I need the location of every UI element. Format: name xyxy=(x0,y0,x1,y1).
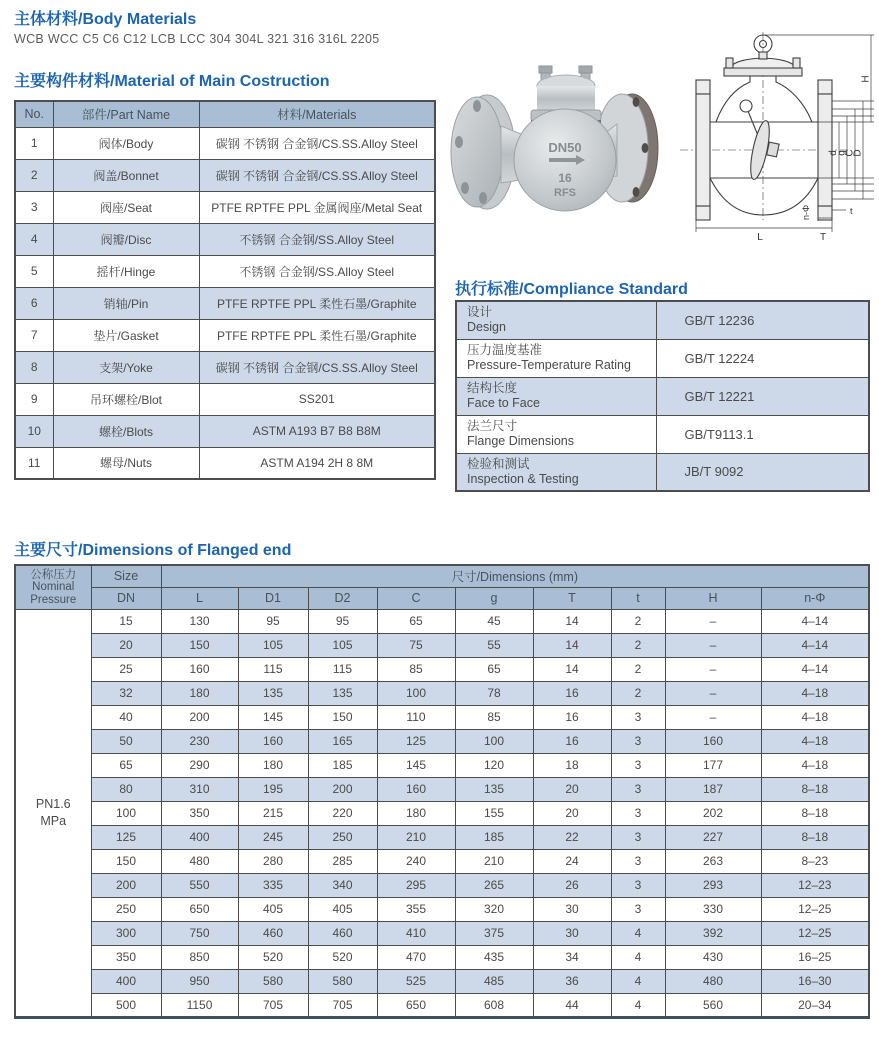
parts-table-row xyxy=(15,287,435,319)
n-phi-value: 8–18 xyxy=(761,801,869,825)
g-value: 65 xyxy=(455,657,533,681)
t-value: 2 xyxy=(611,681,665,705)
H-value: 202 xyxy=(665,801,761,825)
g-value: 375 xyxy=(455,921,533,945)
C-value: 145 xyxy=(377,753,455,777)
C-value: 110 xyxy=(377,705,455,729)
T-value: 22 xyxy=(533,825,611,849)
svg-text:RFS: RFS xyxy=(554,187,576,199)
dimensions-table-row xyxy=(15,897,869,921)
H-value: 177 xyxy=(665,753,761,777)
dn-value: 200 xyxy=(91,873,161,897)
parts-col-material: 材料/Materials xyxy=(199,101,435,127)
parts-table-row xyxy=(15,383,435,415)
dim-col-C: C xyxy=(377,587,455,609)
D1-value: 580 xyxy=(238,969,308,993)
D1-value: 195 xyxy=(238,777,308,801)
section-title-dimensions: 主要尺寸/Dimensions of Flanged end xyxy=(14,542,292,559)
D2-value: 185 xyxy=(308,753,377,777)
C-value: 85 xyxy=(377,657,455,681)
part-name: 阀瓣/Disc xyxy=(53,223,199,255)
parts-table-row xyxy=(15,351,435,383)
part-no: 4 xyxy=(15,223,53,255)
C-value: 125 xyxy=(377,729,455,753)
parts-table-row xyxy=(15,415,435,447)
parts-col-name: 部件/Part Name xyxy=(53,101,199,127)
dimensions-table-row xyxy=(15,825,869,849)
svg-text:C: C xyxy=(844,149,856,157)
g-value: 85 xyxy=(455,705,533,729)
T-value: 16 xyxy=(533,705,611,729)
L-value: 150 xyxy=(161,633,238,657)
n-phi-value: 4–18 xyxy=(761,705,869,729)
dimensions-table-row xyxy=(15,777,869,801)
dimensions-table-row xyxy=(15,681,869,705)
svg-text:16: 16 xyxy=(558,171,572,185)
L-value: 550 xyxy=(161,873,238,897)
compliance-table-row xyxy=(456,415,869,453)
dimensions-table-row xyxy=(15,969,869,993)
dn-value: 50 xyxy=(91,729,161,753)
dn-value: 350 xyxy=(91,945,161,969)
g-value: 45 xyxy=(455,609,533,633)
dimensions-table-row xyxy=(15,633,869,657)
n-phi-value: 4–14 xyxy=(761,657,869,681)
t-value: 3 xyxy=(611,897,665,921)
g-value: 120 xyxy=(455,753,533,777)
L-value: 350 xyxy=(161,801,238,825)
drawing-body-top xyxy=(716,76,812,122)
dimensions-table-row xyxy=(15,993,869,1017)
dim-col-dimensions-group: 尺寸/Dimensions (mm) xyxy=(161,565,869,587)
H-value: – xyxy=(665,657,761,681)
compliance-standard-value: GB/T 12224 xyxy=(656,339,869,377)
compliance-table-row xyxy=(456,301,869,339)
dn-value: 100 xyxy=(91,801,161,825)
svg-text:g: g xyxy=(836,150,848,156)
part-material: 碳钢 不锈钢 合金钢/CS.SS.Alloy Steel xyxy=(199,351,435,383)
H-value: 293 xyxy=(665,873,761,897)
H-value: – xyxy=(665,609,761,633)
D1-value: 245 xyxy=(238,825,308,849)
L-value: 650 xyxy=(161,897,238,921)
g-value: 135 xyxy=(455,777,533,801)
svg-text:n-Φ: n-Φ xyxy=(801,204,811,220)
dim-col-D1: D1 xyxy=(238,587,308,609)
T-value: 14 xyxy=(533,633,611,657)
t-value: 4 xyxy=(611,945,665,969)
t-value: 3 xyxy=(611,729,665,753)
dn-value: 40 xyxy=(91,705,161,729)
dn-value: 250 xyxy=(91,897,161,921)
parts-table-row xyxy=(15,319,435,351)
D1-value: 160 xyxy=(238,729,308,753)
part-no: 6 xyxy=(15,287,53,319)
D2-value: 115 xyxy=(308,657,377,681)
compliance-item-name: 结构长度 Face to Face xyxy=(456,377,656,415)
L-value: 1150 xyxy=(161,993,238,1017)
D2-value: 705 xyxy=(308,993,377,1017)
C-value: 210 xyxy=(377,825,455,849)
parts-table-row xyxy=(15,159,435,191)
n-phi-value: 8–18 xyxy=(761,825,869,849)
C-value: 295 xyxy=(377,873,455,897)
H-value: – xyxy=(665,681,761,705)
valve-dimension-drawing xyxy=(650,22,876,243)
D1-value: 135 xyxy=(238,681,308,705)
g-value: 78 xyxy=(455,681,533,705)
t-value: 3 xyxy=(611,849,665,873)
compliance-table-row xyxy=(456,339,869,377)
part-no: 1 xyxy=(15,127,53,159)
D2-value: 135 xyxy=(308,681,377,705)
t-value: 3 xyxy=(611,825,665,849)
part-name: 销轴/Pin xyxy=(53,287,199,319)
H-value: 330 xyxy=(665,897,761,921)
t-value: 3 xyxy=(611,873,665,897)
drawing-bonnet xyxy=(724,58,802,76)
part-material: PTFE RPTFE PPL 柔性石墨/Graphite xyxy=(199,287,435,319)
dimensions-table-row xyxy=(15,945,869,969)
dim-col-nominal-pressure: 公称压力 Nominal Pressure xyxy=(15,565,91,609)
part-no: 11 xyxy=(15,447,53,479)
H-value: 392 xyxy=(665,921,761,945)
D2-value: 200 xyxy=(308,777,377,801)
parts-table-row xyxy=(15,255,435,287)
D1-value: 280 xyxy=(238,849,308,873)
C-value: 180 xyxy=(377,801,455,825)
dn-value: 300 xyxy=(91,921,161,945)
D1-value: 115 xyxy=(238,657,308,681)
dn-value: 15 xyxy=(91,609,161,633)
nominal-pressure-value: PN1.6 MPa xyxy=(15,609,91,1017)
compliance-standard-value: GB/T9113.1 xyxy=(656,415,869,453)
part-name: 支架/Yoke xyxy=(53,351,199,383)
svg-text:D: D xyxy=(852,149,864,157)
L-value: 480 xyxy=(161,849,238,873)
dimensions-table-row xyxy=(15,801,869,825)
D2-value: 250 xyxy=(308,825,377,849)
compliance-table-row xyxy=(456,453,869,491)
part-material: PTFE RPTFE PPL 柔性石墨/Graphite xyxy=(199,319,435,351)
C-value: 240 xyxy=(377,849,455,873)
dimensions-table-row xyxy=(15,609,869,633)
dim-col-g: g xyxy=(455,587,533,609)
D2-value: 105 xyxy=(308,633,377,657)
T-value: 26 xyxy=(533,873,611,897)
T-value: 14 xyxy=(533,609,611,633)
D2-value: 285 xyxy=(308,849,377,873)
H-value: 560 xyxy=(665,993,761,1017)
n-phi-value: 12–25 xyxy=(761,897,869,921)
t-value: 4 xyxy=(611,969,665,993)
dim-col-dn: DN xyxy=(91,587,161,609)
compliance-standard-value: JB/T 9092 xyxy=(656,453,869,491)
g-value: 608 xyxy=(455,993,533,1017)
section-title-compliance: 执行标准/Compliance Standard xyxy=(455,281,688,298)
D2-value: 460 xyxy=(308,921,377,945)
t-value: 3 xyxy=(611,753,665,777)
compliance-table-row xyxy=(456,377,869,415)
part-no: 8 xyxy=(15,351,53,383)
parts-table-row xyxy=(15,127,435,159)
svg-text:H: H xyxy=(860,75,872,83)
D2-value: 150 xyxy=(308,705,377,729)
t-value: 3 xyxy=(611,777,665,801)
dimension-labels xyxy=(757,75,871,243)
part-name: 阀体/Body xyxy=(53,127,199,159)
t-value: 3 xyxy=(611,801,665,825)
D1-value: 215 xyxy=(238,801,308,825)
part-name: 螺栓/Blots xyxy=(53,415,199,447)
D2-value: 340 xyxy=(308,873,377,897)
dimensions-table-row xyxy=(15,657,869,681)
D2-value: 520 xyxy=(308,945,377,969)
compliance-item-name: 压力温度基准 Pressure-Temperature Rating xyxy=(456,339,656,377)
dimensions-table xyxy=(14,564,870,1019)
dim-col-H: H xyxy=(665,587,761,609)
g-value: 55 xyxy=(455,633,533,657)
dim-col-L: L xyxy=(161,587,238,609)
C-value: 410 xyxy=(377,921,455,945)
H-value: 227 xyxy=(665,825,761,849)
part-no: 3 xyxy=(15,191,53,223)
part-name: 阀座/Seat xyxy=(53,191,199,223)
t-value: 4 xyxy=(611,921,665,945)
C-value: 650 xyxy=(377,993,455,1017)
T-value: 16 xyxy=(533,681,611,705)
dn-value: 150 xyxy=(91,849,161,873)
part-name: 摇杆/Hinge xyxy=(53,255,199,287)
part-material: PTFE RPTFE PPL 金属阀座/Metal Seat xyxy=(199,191,435,223)
H-value: 187 xyxy=(665,777,761,801)
L-value: 400 xyxy=(161,825,238,849)
n-phi-value: 12–25 xyxy=(761,921,869,945)
C-value: 525 xyxy=(377,969,455,993)
D2-value: 95 xyxy=(308,609,377,633)
C-value: 355 xyxy=(377,897,455,921)
L-value: 180 xyxy=(161,681,238,705)
H-value: 480 xyxy=(665,969,761,993)
parts-material-table xyxy=(14,100,436,480)
part-no: 7 xyxy=(15,319,53,351)
svg-text:T: T xyxy=(819,232,827,243)
C-value: 160 xyxy=(377,777,455,801)
t-value: 4 xyxy=(611,993,665,1017)
L-value: 310 xyxy=(161,777,238,801)
part-material: ASTM A193 B7 B8 B8M xyxy=(199,415,435,447)
dim-header-row-2 xyxy=(15,587,869,609)
dimensions-table-row xyxy=(15,873,869,897)
H-value: – xyxy=(665,633,761,657)
part-name: 阀盖/Bonnet xyxy=(53,159,199,191)
T-value: 14 xyxy=(533,657,611,681)
T-value: 20 xyxy=(533,801,611,825)
L-value: 130 xyxy=(161,609,238,633)
H-value: 430 xyxy=(665,945,761,969)
dimensions-table-row xyxy=(15,753,869,777)
L-value: 230 xyxy=(161,729,238,753)
parts-col-no: No. xyxy=(15,101,53,127)
g-value: 435 xyxy=(455,945,533,969)
dimensions-table-row xyxy=(15,705,869,729)
L-value: 290 xyxy=(161,753,238,777)
t-value: 2 xyxy=(611,633,665,657)
D2-value: 580 xyxy=(308,969,377,993)
n-phi-value: 20–34 xyxy=(761,993,869,1017)
L-value: 850 xyxy=(161,945,238,969)
T-value: 30 xyxy=(533,921,611,945)
dn-value: 32 xyxy=(91,681,161,705)
dim-col-D2: D2 xyxy=(308,587,377,609)
n-phi-value: 4–18 xyxy=(761,753,869,777)
n-phi-value: 4–14 xyxy=(761,633,869,657)
t-value: 3 xyxy=(611,705,665,729)
dn-value: 20 xyxy=(91,633,161,657)
part-material: 碳钢 不锈钢 合金钢/CS.SS.Alloy Steel xyxy=(199,127,435,159)
part-no: 2 xyxy=(15,159,53,191)
part-material: ASTM A194 2H 8 8M xyxy=(199,447,435,479)
part-material: 不锈钢 合金钢/SS.Alloy Steel xyxy=(199,223,435,255)
compliance-item-name: 设计 Design xyxy=(456,301,656,339)
g-value: 100 xyxy=(455,729,533,753)
dn-value: 25 xyxy=(91,657,161,681)
C-value: 65 xyxy=(377,609,455,633)
section-title-main-construction: 主要构件材料/Material of Main Costruction xyxy=(14,73,330,90)
D1-value: 105 xyxy=(238,633,308,657)
dim-col-T: T xyxy=(533,587,611,609)
g-value: 185 xyxy=(455,825,533,849)
t-value: 2 xyxy=(611,657,665,681)
compliance-item-name: 检验和测试 Inspection & Testing xyxy=(456,453,656,491)
T-value: 30 xyxy=(533,897,611,921)
svg-text:DN50: DN50 xyxy=(548,140,582,155)
dn-value: 125 xyxy=(91,825,161,849)
g-value: 155 xyxy=(455,801,533,825)
t-value: 2 xyxy=(611,609,665,633)
C-value: 75 xyxy=(377,633,455,657)
g-value: 265 xyxy=(455,873,533,897)
dimensions-table-row xyxy=(15,729,869,753)
part-name: 垫片/Gasket xyxy=(53,319,199,351)
dn-value: 80 xyxy=(91,777,161,801)
D1-value: 145 xyxy=(238,705,308,729)
L-value: 200 xyxy=(161,705,238,729)
T-value: 34 xyxy=(533,945,611,969)
T-value: 36 xyxy=(533,969,611,993)
H-value: – xyxy=(665,705,761,729)
parts-header-row xyxy=(15,101,435,127)
n-phi-value: 8–23 xyxy=(761,849,869,873)
part-material: 碳钢 不锈钢 合金钢/CS.SS.Alloy Steel xyxy=(199,159,435,191)
T-value: 20 xyxy=(533,777,611,801)
part-name: 螺母/Nuts xyxy=(53,447,199,479)
dimensions-table-row xyxy=(15,921,869,945)
section-title-body-materials: 主体材料/Body Materials xyxy=(14,11,197,28)
L-value: 950 xyxy=(161,969,238,993)
L-value: 750 xyxy=(161,921,238,945)
D1-value: 460 xyxy=(238,921,308,945)
compliance-table xyxy=(455,300,870,492)
n-phi-value: 16–25 xyxy=(761,945,869,969)
dn-value: 65 xyxy=(91,753,161,777)
svg-text:d: d xyxy=(828,150,839,156)
part-no: 5 xyxy=(15,255,53,287)
g-value: 485 xyxy=(455,969,533,993)
svg-text:t: t xyxy=(850,206,853,216)
n-phi-value: 4–18 xyxy=(761,681,869,705)
compliance-item-name: 法兰尺寸 Flange Dimensions xyxy=(456,415,656,453)
compliance-standard-value: GB/T 12221 xyxy=(656,377,869,415)
D1-value: 95 xyxy=(238,609,308,633)
C-value: 100 xyxy=(377,681,455,705)
H-value: 263 xyxy=(665,849,761,873)
dim-col-n-phi: n-Φ xyxy=(761,587,869,609)
part-no: 9 xyxy=(15,383,53,415)
part-material: SS201 xyxy=(199,383,435,415)
T-value: 44 xyxy=(533,993,611,1017)
T-value: 18 xyxy=(533,753,611,777)
D1-value: 520 xyxy=(238,945,308,969)
D1-value: 335 xyxy=(238,873,308,897)
n-phi-value: 4–14 xyxy=(761,609,869,633)
g-value: 320 xyxy=(455,897,533,921)
parts-table-row xyxy=(15,223,435,255)
L-value: 160 xyxy=(161,657,238,681)
dim-col-size: Size xyxy=(91,565,161,587)
D2-value: 165 xyxy=(308,729,377,753)
n-phi-value: 16–30 xyxy=(761,969,869,993)
dim-header-row-1 xyxy=(15,565,869,587)
H-value: 160 xyxy=(665,729,761,753)
part-name: 吊环螺栓/Blot xyxy=(53,383,199,415)
n-phi-value: 12–23 xyxy=(761,873,869,897)
T-value: 16 xyxy=(533,729,611,753)
D1-value: 705 xyxy=(238,993,308,1017)
parts-table-row xyxy=(15,447,435,479)
parts-table-row xyxy=(15,191,435,223)
n-phi-value: 8–18 xyxy=(761,777,869,801)
dn-value: 500 xyxy=(91,993,161,1017)
body-materials-grades: WCB WCC C5 C6 C12 LCB LCC 304 304L 321 316 316L 2205 xyxy=(14,32,380,46)
g-value: 210 xyxy=(455,849,533,873)
compliance-standard-value: GB/T 12236 xyxy=(656,301,869,339)
part-no: 10 xyxy=(15,415,53,447)
dim-col-t: t xyxy=(611,587,665,609)
dn-value: 400 xyxy=(91,969,161,993)
dimensions-table-row xyxy=(15,849,869,873)
valve-photo xyxy=(446,30,662,228)
C-value: 470 xyxy=(377,945,455,969)
part-material: 不锈钢 合金钢/SS.Alloy Steel xyxy=(199,255,435,287)
svg-text:L: L xyxy=(757,232,763,243)
n-phi-value: 4–18 xyxy=(761,729,869,753)
D1-value: 180 xyxy=(238,753,308,777)
D2-value: 220 xyxy=(308,801,377,825)
D1-value: 405 xyxy=(238,897,308,921)
drawing-disc-assembly xyxy=(740,100,779,181)
T-value: 24 xyxy=(533,849,611,873)
D2-value: 405 xyxy=(308,897,377,921)
